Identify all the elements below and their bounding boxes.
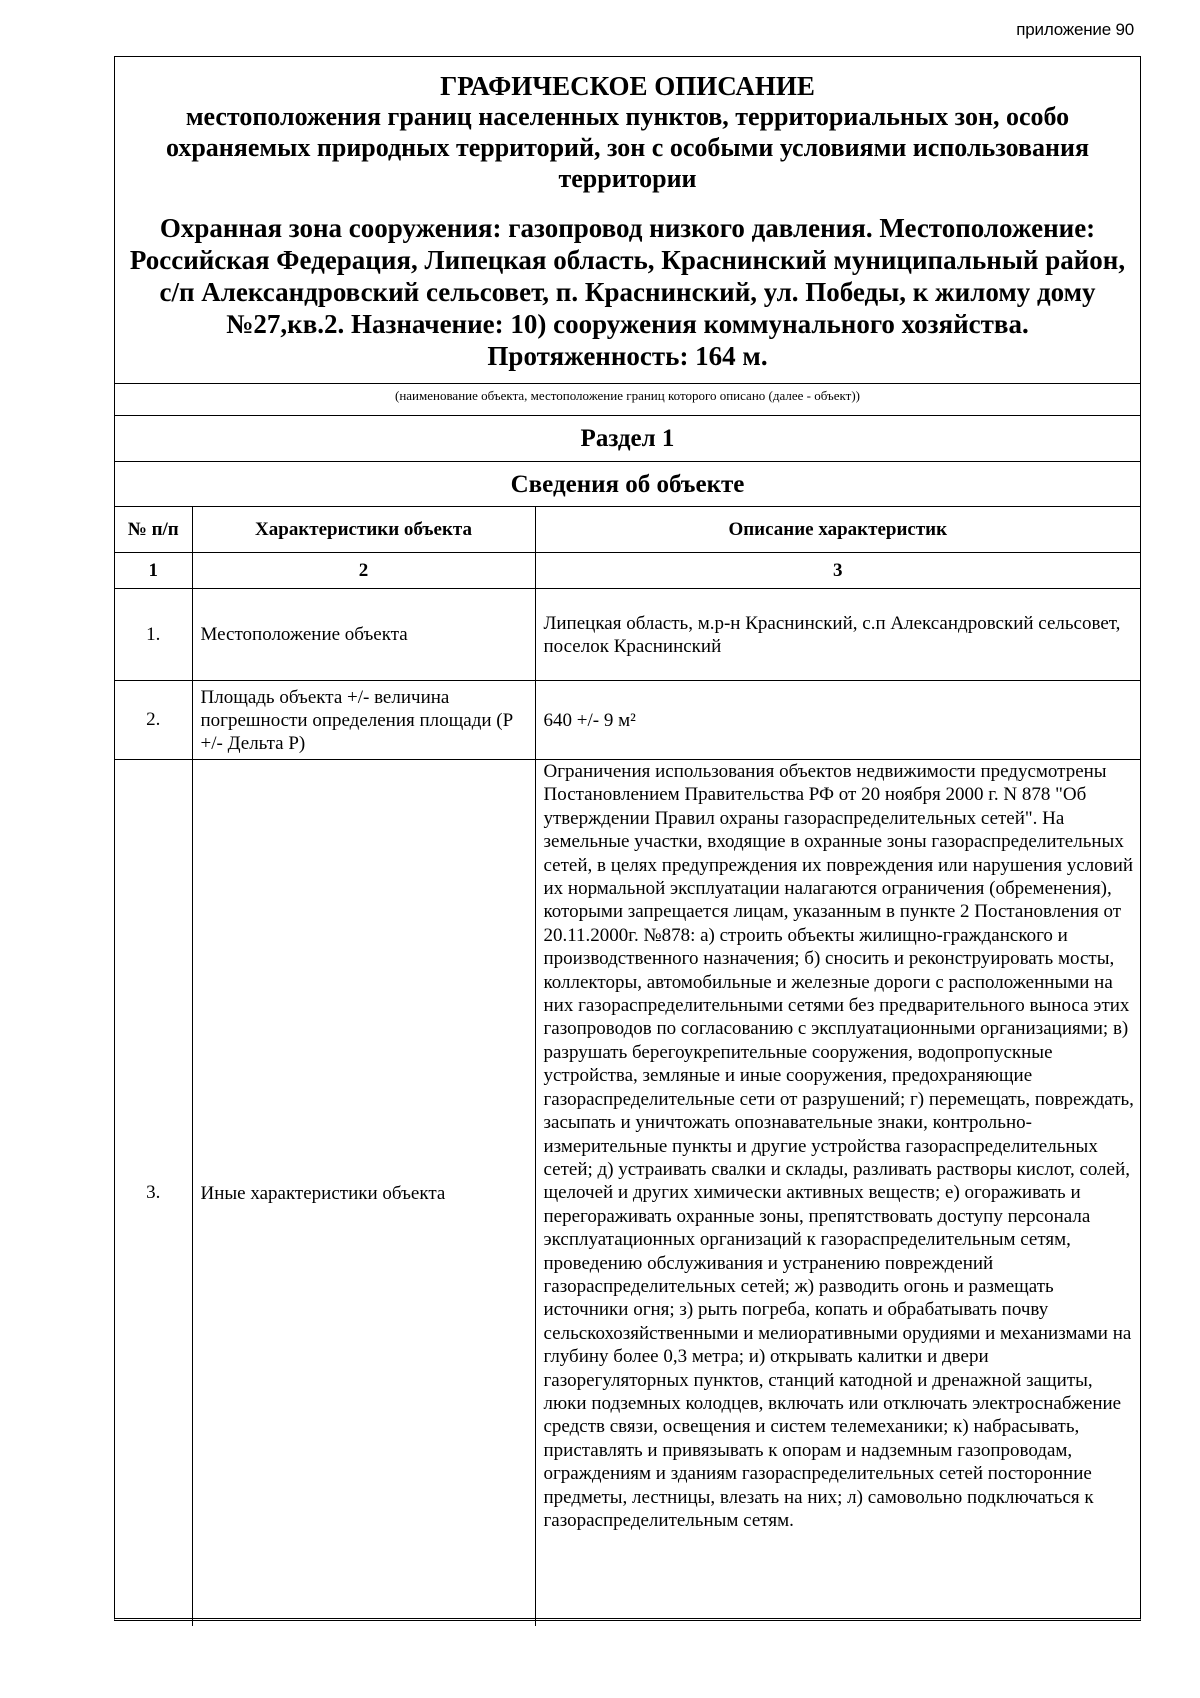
row-characteristic: Иные характеристики объекта: [192, 760, 535, 1627]
table-row: [115, 589, 1140, 681]
row-number: 1.: [115, 589, 192, 681]
object-info-table: [115, 507, 1140, 1626]
row-number: 3.: [115, 760, 192, 1627]
document-frame: [114, 56, 1141, 1621]
document-subtitle: местоположения границ населенных пунктов, территориальных зон, особо охраняемых природных территорий, зон с особыми условиями использования территории: [165, 102, 1090, 193]
document-header: [115, 57, 1140, 384]
column-header-description: Описание характеристик: [535, 507, 1140, 553]
row-characteristic: Местоположение объекта: [192, 589, 535, 681]
row-number: 2.: [115, 681, 192, 760]
column-number: 2: [192, 553, 535, 589]
row-description: Ограничения использования объектов недвижимости предусмотрены Постановлением Правительства РФ от 20 ноября 2000 г. N 878 "Об утверждении Правил охраны газораспределительных сетей". На земельные участки, входящие в охранные зоны газораспределительных сетей, в целях предупреждения их повреждения или нарушения условий их нормальной эксплуатации налагаются ограничения (обременения), которыми запрещается лицам, указанным в пункте 2 Постановления от 20.11.2000г. №878: а) строить объекты жилищно-гражданского и производственного назначения; б) сносить и реконструировать мосты, коллекторы, автомобильные и железные дороги с расположенными на них газораспределительными сетями без предварительного выноса этих газопроводов по согласованию с эксплуатационными организациями; в) разрушать берегоукрепительные сооружения, водопропускные устройства, земляные и иные сооружения, предохраняющие газораспределительные сети от разрушений; г) перемещать, повреждать, засыпать и уничтожать опознавательные знаки, контрольно-измерительные пункты и другие устройства газораспределительных сетей; д) устраивать свалки и склады, разливать растворы кислот, солей, щелочей и других химически активных веществ; е) огораживать и перегораживать охранные зоны, препятствовать доступу персонала эксплуатационных организаций к газораспределительным сетям, проведению обслуживания и устранению повреждений газораспределительных сетей; ж) разводить огонь и размещать источники огня; з) рыть погреба, копать и обрабатывать почву сельскохозяйственными и мелиоративными орудиями и механизмами на глубину более 0,3 метра; и) открывать калитки и двери газорегуляторных пунктов, станций катодной и дренажной защиты, люки подземных колодцев, включать или отключать электроснабжение средств связи, освещения и систем телемеханики; к) набрасывать, приставлять и привязывать к опорам и надземным газопроводам, ограждениям и зданиям газораспределительных сетей посторонние предметы, лестницы, влезать на них; л) самовольно подключаться к газораспределительным сетям.: [535, 760, 1140, 1627]
column-number: 3: [535, 553, 1140, 589]
object-name: Охранная зона сооружения: газопровод низкого давления. Местоположение: Российская Федерация, Липецкая область, Краснинский муниципальный район, с/п Александровский сельсовет, п. Краснинский, ул. Победы, к жилому дому №27,кв.2. Назначение: 10) сооружения коммунального хозяйства. Протяженность: 164 м.: [129, 213, 1126, 371]
table-row: [115, 681, 1140, 760]
column-number: 1: [115, 553, 192, 589]
document-title: ГРАФИЧЕСКОЕ ОПИСАНИЕ: [440, 71, 815, 101]
object-name-caption: (наименование объекта, местоположение границ которого описано (далее - объект)): [115, 384, 1140, 416]
appendix-label: приложение 90: [1016, 20, 1134, 39]
table-row: [115, 760, 1140, 1627]
column-header-characteristic: Характеристики объекта: [192, 507, 535, 553]
row-description: 640 +/- 9 м²: [535, 681, 1140, 760]
row-description: Липецкая область, м.р-н Краснинский, с.п Александровский сельсовет, поселок Краснинский: [535, 589, 1140, 681]
table-header-row: [115, 507, 1140, 553]
row-characteristic: Площадь объекта +/- величина погрешности определения площади (Р +/- Дельта Р): [192, 681, 535, 760]
section-subtitle: Сведения об объекте: [115, 462, 1140, 507]
section-title: Раздел 1: [115, 416, 1140, 462]
column-header-number: № п/п: [115, 507, 192, 553]
table-column-number-row: [115, 553, 1140, 589]
